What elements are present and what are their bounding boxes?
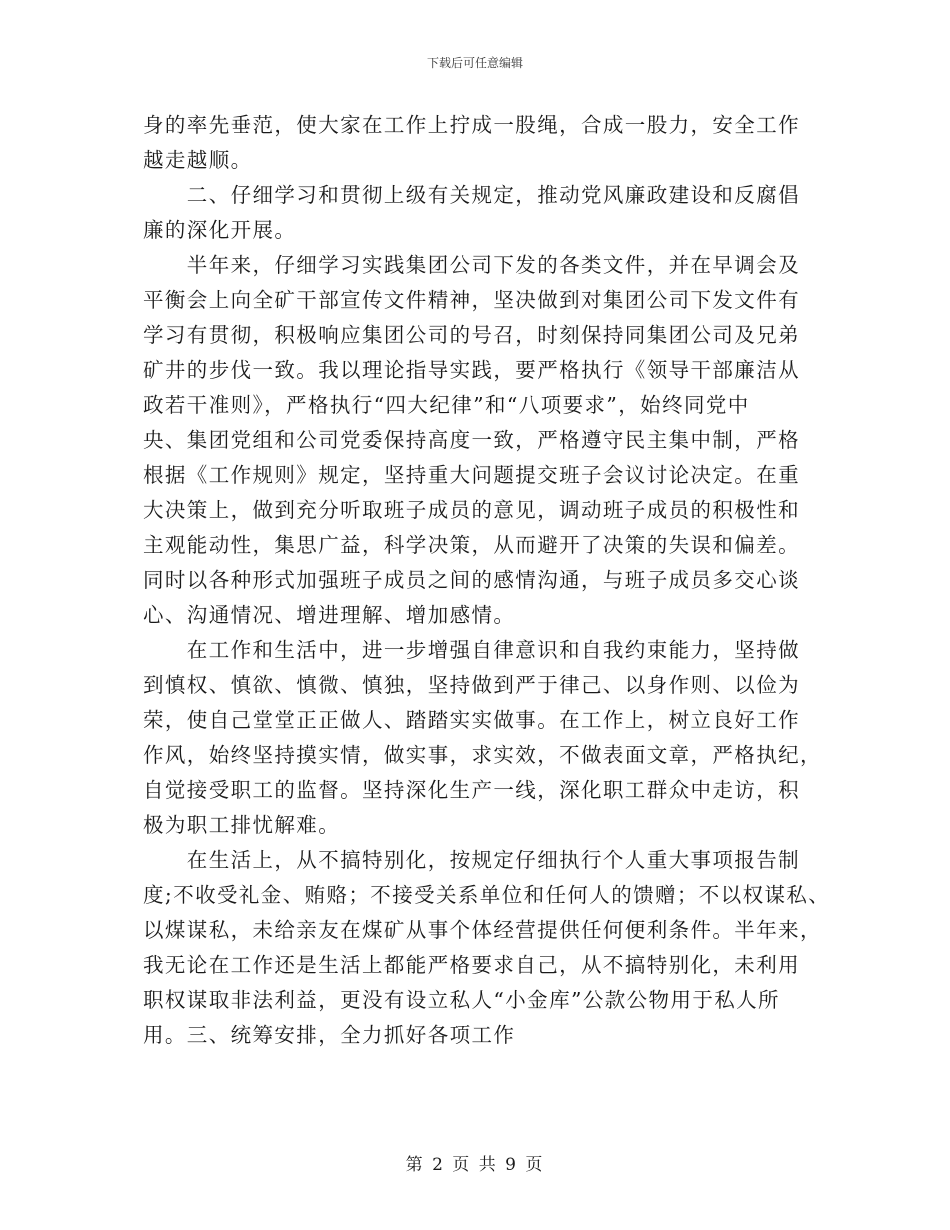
- text-line: 度;不收受礼金、贿赂；不接受关系单位和任何人的馈赠；不以权谋私、: [143, 883, 831, 907]
- text-line: 到慎权、慎欲、慎微、慎独，坚持做到严于律己、以身作则、以俭为: [143, 673, 800, 697]
- text-line: 心、沟通情况、增进理解、增加感情。: [143, 603, 516, 627]
- text-line: 同时以各种形式加强班子成员之间的感情沟通，与班子成员多交心谈: [143, 568, 800, 592]
- text-line: 二、仔细学习和贯彻上级有关规定，推动党风廉政建设和反腐倡: [143, 183, 800, 207]
- text-line: 大决策上，做到充分听取班子成员的意见，调动班子成员的积极性和: [143, 498, 800, 522]
- document-body: [143, 108, 831, 1053]
- text-line: 在生活上，从不搞特别化，按规定仔细执行个人重大事项报告制: [143, 848, 800, 872]
- text-line: 荣，使自己堂堂正正做人、踏踏实实做事。在工作上，树立良好工作: [143, 708, 800, 732]
- text-line: 平衡会上向全矿干部宣传文件精神，坚决做到对集团公司下发文件有: [143, 288, 800, 312]
- text-line: 我无论在工作还是生活上都能严格要求自己，从不搞特别化，未利用: [143, 953, 800, 977]
- text-line: 职权谋取非法利益，更没有设立私人“小金库”公款公物用于私人所: [143, 988, 780, 1012]
- text-line: 矿井的步伐一致。我以理论指导实践，要严格执行《领导干部廉洁从: [143, 358, 800, 382]
- text-line: 主观能动性，集思广益，科学决策，从而避开了决策的失误和偏差。: [143, 533, 800, 557]
- page-number-footer: 第 2 页 共 9 页: [405, 1155, 545, 1175]
- text-line: 在工作和生活中，进一步增强自律意识和自我约束能力，坚持做: [143, 638, 800, 662]
- text-line: 廉的深化开展。: [143, 218, 297, 242]
- page-header: 下载后可任意编辑: [426, 56, 523, 70]
- text-line: 学习有贯彻，积极响应集团公司的号召，时刻保持同集团公司及兄弟: [143, 323, 800, 347]
- text-line: 以煤谋私，未给亲友在煤矿从事个体经营提供任何便利条件。半年来，: [143, 918, 822, 942]
- text-line: 极为职工排忧解难。: [143, 813, 341, 837]
- text-line: 央、集团党组和公司党委保持高度一致，严格遵守民主集中制，严格: [143, 428, 800, 452]
- text-line: 自觉接受职工的监督。坚持深化生产一线，深化职工群众中走访，积: [143, 778, 800, 802]
- text-line: 作风，始终坚持摸实情，做实事，求实效，不做表面文章，严格执纪，: [143, 743, 822, 767]
- text-line: 半年来，仔细学习实践集团公司下发的各类文件，并在早调会及: [143, 253, 800, 277]
- text-line: 政若干准则》，严格执行“四大纪律”和“八项要求”，始终同党中: [143, 393, 750, 417]
- text-line: 根据《工作规则》规定，坚持重大问题提交班子会议讨论决定。在重: [143, 463, 800, 487]
- text-line: 用。三、统筹安排，全力抓好各项工作: [143, 1023, 516, 1047]
- text-line: 身的率先垂范，使大家在工作上拧成一股绳，合成一股力，安全工作: [143, 113, 800, 137]
- text-line: 越走越顺。: [143, 148, 253, 172]
